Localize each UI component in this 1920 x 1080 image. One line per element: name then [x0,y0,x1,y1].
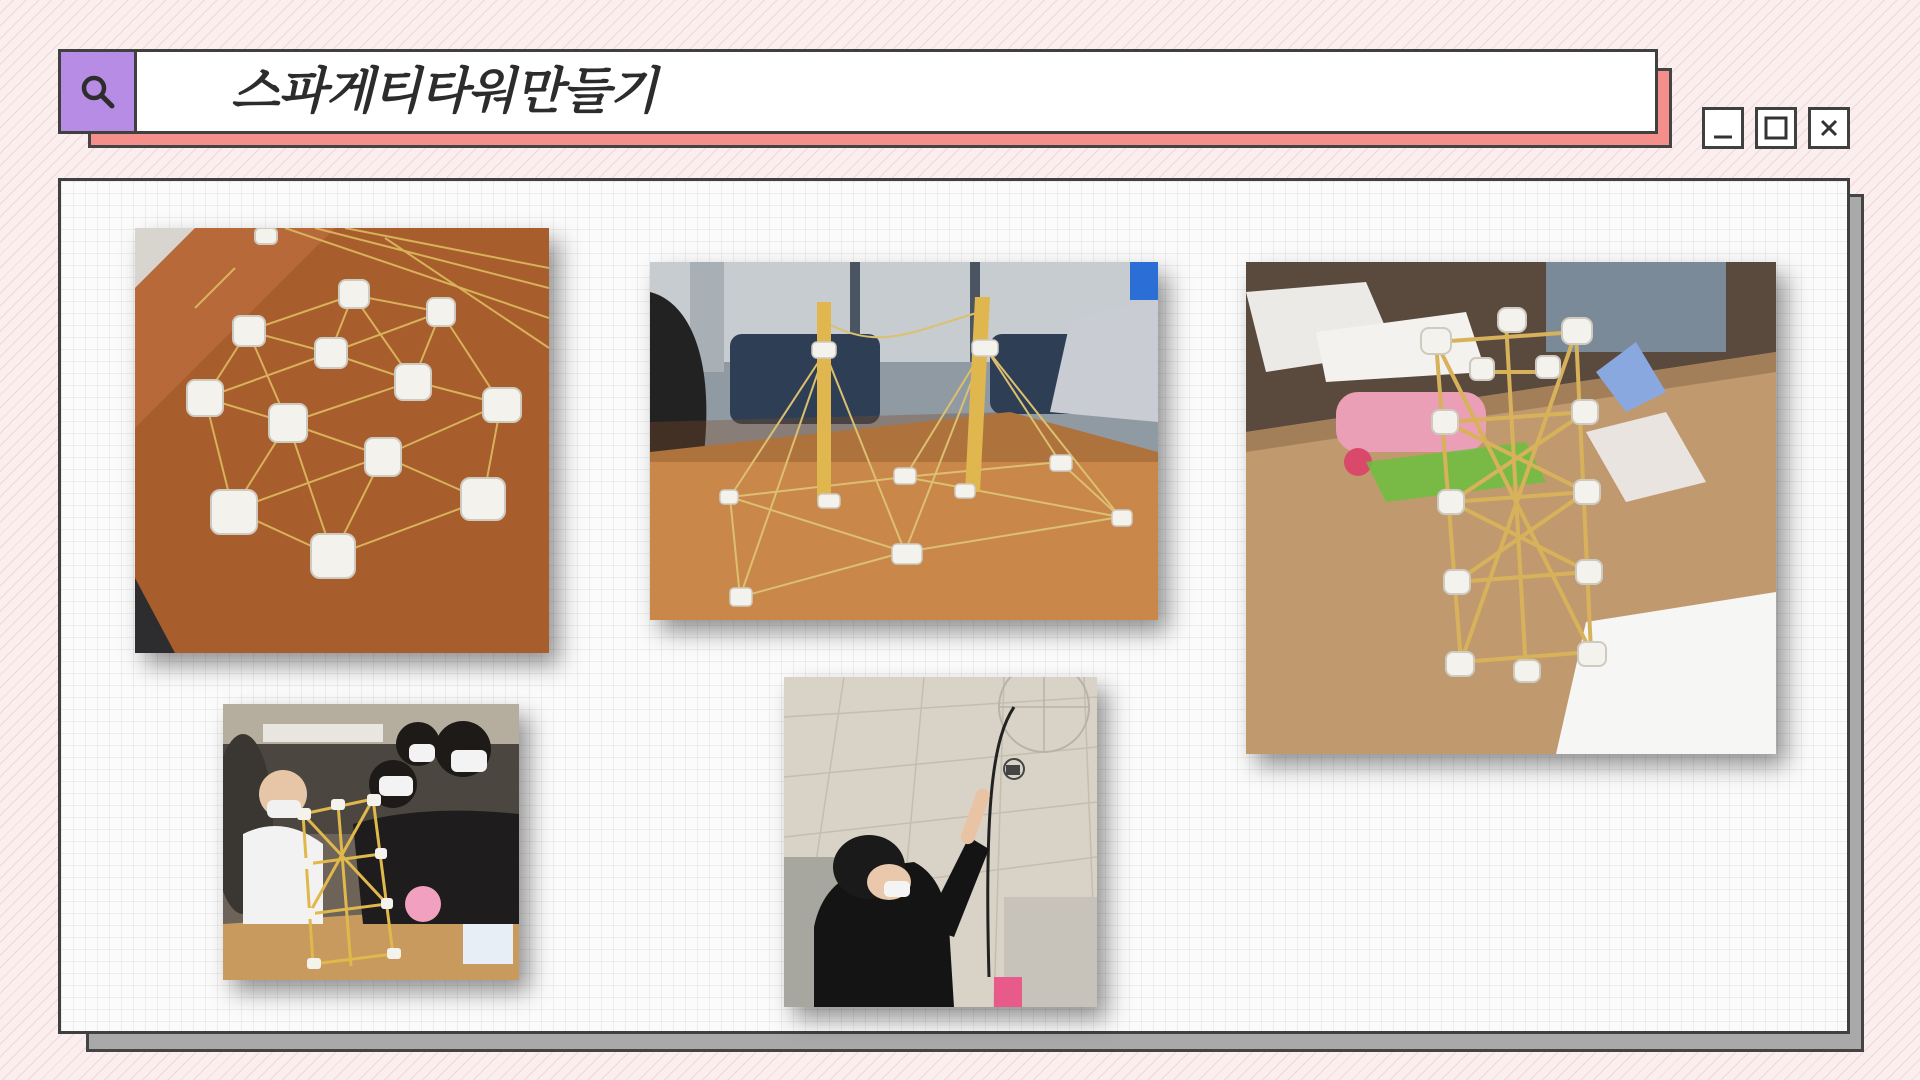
search-icon [79,73,117,111]
photo-spaghetti-grid [135,228,549,653]
search-bar[interactable] [58,49,1658,134]
minimize-icon [1708,113,1738,143]
maximize-icon [1761,113,1791,143]
photo-twin-towers [650,262,1158,620]
photo-student-pointing [784,677,1097,1007]
close-button[interactable] [1808,107,1850,149]
maximize-button[interactable] [1755,107,1797,149]
search-button[interactable] [61,52,137,131]
photo-tall-tower [1246,262,1776,754]
minimize-button[interactable] [1702,107,1744,149]
close-icon [1814,113,1844,143]
search-query-text[interactable]: 스파게티타워만들기 [231,62,657,120]
photo-students-peace-sign [223,704,519,980]
